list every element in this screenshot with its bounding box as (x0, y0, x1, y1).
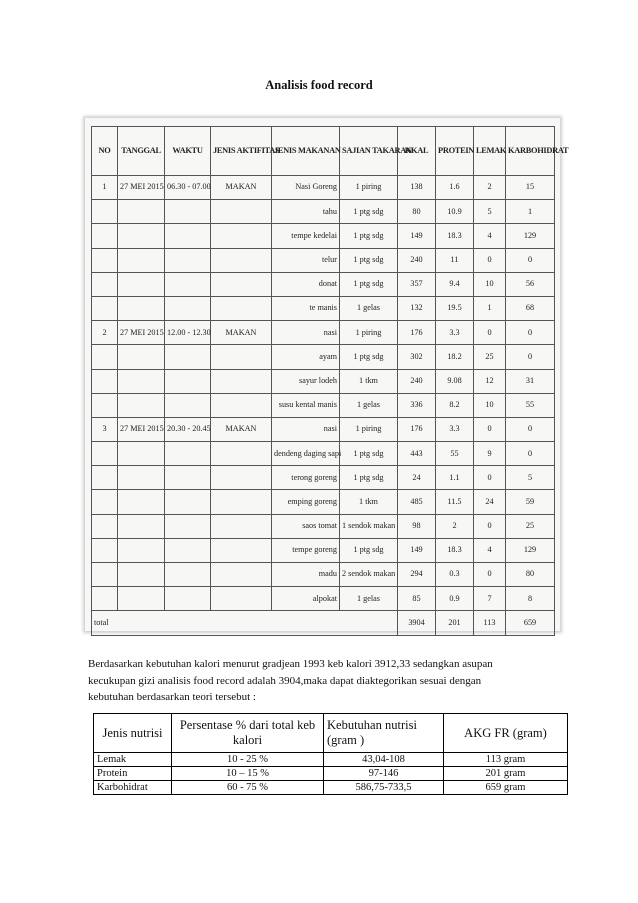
cell-karbohidrat: 1 (506, 200, 555, 224)
akg-header-kebutuhan: Kebutuhan nutrisi (gram ) (324, 714, 444, 753)
akg-cell-persentase: 60 - 75 % (172, 781, 324, 795)
cell-karbohidrat: 55 (506, 393, 555, 417)
header-waktu: WAKTU (165, 127, 211, 176)
cell-lemak: 10 (474, 272, 506, 296)
cell-tanggal (118, 514, 165, 538)
header-protein: PROTEIN (436, 127, 474, 176)
cell-protein: 18.3 (436, 538, 474, 562)
cell-karbohidrat: 8 (506, 587, 555, 611)
header-karbohidrat: KARBOHIDRAT (506, 127, 555, 176)
cell-jenis-makanan: tempe goreng (272, 538, 340, 562)
cell-kkal: 85 (398, 587, 436, 611)
cell-karbohidrat: 80 (506, 563, 555, 587)
akg-cell-nutrisi: Karbohidrat (94, 781, 172, 795)
cell-protein: 0.9 (436, 587, 474, 611)
cell-karbohidrat: 5 (506, 466, 555, 490)
cell-aktifitas (211, 490, 272, 514)
cell-sajian-takaran: 2 sendok makan (340, 563, 398, 587)
cell-jenis-makanan: emping goreng (272, 490, 340, 514)
cell-lemak: 4 (474, 224, 506, 248)
cell-tanggal (118, 272, 165, 296)
cell-waktu (165, 587, 211, 611)
cell-no (92, 296, 118, 320)
cell-aktifitas: MAKAN (211, 417, 272, 441)
page-title: Analisis food record (265, 78, 373, 92)
food-record-row (92, 369, 555, 393)
cell-no (92, 538, 118, 562)
cell-sajian-takaran: 1 ptg sdg (340, 200, 398, 224)
cell-waktu (165, 563, 211, 587)
food-record-row (92, 514, 555, 538)
cell-no (92, 466, 118, 490)
cell-jenis-makanan: ayam (272, 345, 340, 369)
cell-karbohidrat: 56 (506, 272, 555, 296)
cell-aktifitas (211, 272, 272, 296)
cell-waktu (165, 272, 211, 296)
cell-waktu (165, 248, 211, 272)
cell-aktifitas (211, 466, 272, 490)
cell-aktifitas (211, 514, 272, 538)
cell-lemak: 9 (474, 442, 506, 466)
cell-sajian-takaran: 1 gelas (340, 393, 398, 417)
cell-jenis-makanan: tahu (272, 200, 340, 224)
total-kkal: 3904 (398, 611, 436, 635)
cell-karbohidrat: 25 (506, 514, 555, 538)
cell-sajian-takaran: 1 ptg sdg (340, 248, 398, 272)
cell-tanggal (118, 563, 165, 587)
cell-aktifitas: MAKAN (211, 176, 272, 200)
cell-karbohidrat: 0 (506, 248, 555, 272)
cell-jenis-makanan: terong goreng (272, 466, 340, 490)
cell-no (92, 490, 118, 514)
cell-jenis-makanan: alpokat (272, 587, 340, 611)
cell-sajian-takaran: 1 ptg sdg (340, 345, 398, 369)
food-record-row (92, 176, 555, 200)
akg-cell-nutrisi: Protein (94, 767, 172, 781)
food-record-row (92, 393, 555, 417)
cell-kkal: 240 (398, 248, 436, 272)
food-record-header-row (92, 127, 555, 176)
cell-kkal: 149 (398, 224, 436, 248)
cell-protein: 9.4 (436, 272, 474, 296)
cell-karbohidrat: 0 (506, 442, 555, 466)
food-record-total-row (92, 611, 555, 635)
cell-aktifitas (211, 224, 272, 248)
cell-no (92, 442, 118, 466)
cell-kkal: 294 (398, 563, 436, 587)
total-lemak: 113 (474, 611, 506, 635)
total-karbohidrat: 659 (506, 611, 555, 635)
cell-waktu (165, 369, 211, 393)
header-jenis-makanan: JENIS MAKANAN (272, 127, 340, 176)
cell-kkal: 336 (398, 393, 436, 417)
cell-waktu (165, 514, 211, 538)
cell-waktu (165, 224, 211, 248)
akg-cell-nutrisi: Lemak (94, 753, 172, 767)
cell-waktu (165, 296, 211, 320)
cell-lemak: 7 (474, 587, 506, 611)
cell-waktu (165, 466, 211, 490)
cell-lemak: 5 (474, 200, 506, 224)
cell-jenis-makanan: Nasi Goreng (272, 176, 340, 200)
food-record-image (85, 118, 569, 631)
cell-sajian-takaran: 1 gelas (340, 296, 398, 320)
cell-kkal: 80 (398, 200, 436, 224)
header-lemak: LEMAK (474, 127, 506, 176)
cell-karbohidrat: 129 (506, 538, 555, 562)
cell-protein: 55 (436, 442, 474, 466)
cell-tanggal: 27 MEI 2015 (118, 417, 165, 441)
food-record-row (92, 563, 555, 587)
food-record-row (92, 224, 555, 248)
food-record-row (92, 200, 555, 224)
akg-cell-akg: 659 gram (444, 781, 568, 795)
akg-cell-persentase: 10 - 25 % (172, 753, 324, 767)
cell-no (92, 369, 118, 393)
cell-protein: 2 (436, 514, 474, 538)
cell-tanggal (118, 200, 165, 224)
paragraph-line: Berdasarkan kebutuhan kalori menurut gradjean 1993 keb kalori 3912,33 sedangkan asupan (88, 658, 493, 670)
cell-jenis-makanan: nasi (272, 321, 340, 345)
paragraph-line: kecukupan gizi analisis food record adalah 3904,maka dapat diaktegorikan sesuai dengan (88, 674, 482, 687)
cell-sajian-takaran: 1 ptg sdg (340, 466, 398, 490)
akg-cell-akg: 113 gram (444, 753, 568, 767)
cell-aktifitas (211, 442, 272, 466)
cell-no (92, 345, 118, 369)
cell-protein: 18.3 (436, 224, 474, 248)
cell-tanggal (118, 587, 165, 611)
cell-kkal: 240 (398, 369, 436, 393)
cell-jenis-makanan: sayur lodeh (272, 369, 340, 393)
food-record-row (92, 466, 555, 490)
cell-aktifitas (211, 587, 272, 611)
cell-jenis-makanan: telur (272, 248, 340, 272)
cell-sajian-takaran: 1 piring (340, 417, 398, 441)
cell-lemak: 4 (474, 538, 506, 562)
cell-jenis-makanan: tempe kedelai (272, 224, 340, 248)
akg-header-row (94, 714, 568, 753)
cell-sajian-takaran: 1 piring (340, 321, 398, 345)
cell-lemak: 2 (474, 176, 506, 200)
food-record-row (92, 296, 555, 320)
cell-lemak: 0 (474, 417, 506, 441)
cell-protein: 10.9 (436, 200, 474, 224)
header-tanggal: TANGGAL (118, 127, 165, 176)
cell-tanggal: 27 MEI 2015 (118, 321, 165, 345)
cell-aktifitas (211, 538, 272, 562)
cell-no (92, 272, 118, 296)
cell-waktu (165, 538, 211, 562)
cell-aktifitas (211, 393, 272, 417)
cell-no (92, 393, 118, 417)
cell-sajian-takaran: 1 piring (340, 176, 398, 200)
food-record-row (92, 442, 555, 466)
cell-protein: 0.3 (436, 563, 474, 587)
cell-aktifitas (211, 296, 272, 320)
cell-no (92, 224, 118, 248)
cell-lemak: 0 (474, 563, 506, 587)
cell-jenis-makanan: dendeng daging sapi (272, 442, 340, 466)
cell-sajian-takaran: 1 ptg sdg (340, 538, 398, 562)
cell-sajian-takaran: 1 sendok makan (340, 514, 398, 538)
food-record-table (91, 126, 569, 636)
cell-kkal: 176 (398, 417, 436, 441)
header-sajian-takaran: SAJIAN TAKARAN (340, 127, 398, 176)
cell-lemak: 1 (474, 296, 506, 320)
cell-jenis-makanan: madu (272, 563, 340, 587)
total-label: total (92, 611, 398, 635)
cell-kkal: 302 (398, 345, 436, 369)
cell-protein: 9.08 (436, 369, 474, 393)
cell-sajian-takaran: 1 tkm (340, 369, 398, 393)
cell-no (92, 563, 118, 587)
cell-tanggal: 27 MEI 2015 (118, 176, 165, 200)
cell-protein: 1.6 (436, 176, 474, 200)
akg-comparison-table (93, 713, 568, 795)
cell-kkal: 149 (398, 538, 436, 562)
cell-aktifitas (211, 248, 272, 272)
header-jenis-aktifitas: JENIS AKTIFITAS (211, 127, 272, 176)
cell-kkal: 138 (398, 176, 436, 200)
akg-cell-kebutuhan: 586,75-733,5 (324, 781, 444, 795)
cell-lemak: 12 (474, 369, 506, 393)
akg-row-protein (94, 767, 568, 781)
cell-jenis-makanan: saos tomat (272, 514, 340, 538)
cell-waktu (165, 490, 211, 514)
akg-cell-persentase: 10 – 15 % (172, 767, 324, 781)
cell-jenis-makanan: donat (272, 272, 340, 296)
food-record-row (92, 345, 555, 369)
cell-no: 2 (92, 321, 118, 345)
cell-aktifitas (211, 563, 272, 587)
cell-no (92, 200, 118, 224)
cell-waktu (165, 393, 211, 417)
cell-protein: 8.2 (436, 393, 474, 417)
cell-karbohidrat: 0 (506, 417, 555, 441)
cell-sajian-takaran: 1 tkm (340, 490, 398, 514)
cell-tanggal (118, 393, 165, 417)
cell-jenis-makanan: te manis (272, 296, 340, 320)
cell-tanggal (118, 490, 165, 514)
cell-lemak: 0 (474, 466, 506, 490)
akg-row-karbohidrat (94, 781, 568, 795)
food-record-row (92, 321, 555, 345)
cell-protein: 3.3 (436, 321, 474, 345)
header-no: NO (92, 127, 118, 176)
cell-protein: 11 (436, 248, 474, 272)
cell-jenis-makanan: nasi (272, 417, 340, 441)
total-protein: 201 (436, 611, 474, 635)
akg-header-persentase: Persentase % dari total keb kalori (172, 714, 324, 753)
cell-karbohidrat: 129 (506, 224, 555, 248)
cell-karbohidrat: 15 (506, 176, 555, 200)
cell-kkal: 357 (398, 272, 436, 296)
food-record-row (92, 417, 555, 441)
cell-sajian-takaran: 1 gelas (340, 587, 398, 611)
header-kkal: KKAL (398, 127, 436, 176)
cell-sajian-takaran: 1 ptg sdg (340, 442, 398, 466)
cell-kkal: 98 (398, 514, 436, 538)
cell-lemak: 25 (474, 345, 506, 369)
cell-no: 3 (92, 417, 118, 441)
akg-cell-kebutuhan: 43,04-108 (324, 753, 444, 767)
cell-tanggal (118, 466, 165, 490)
food-record-row (92, 248, 555, 272)
akg-header-akg-fr: AKG FR (gram) (444, 714, 568, 753)
cell-aktifitas (211, 200, 272, 224)
analysis-paragraph (88, 656, 558, 706)
cell-karbohidrat: 31 (506, 369, 555, 393)
food-record-row (92, 587, 555, 611)
cell-no (92, 248, 118, 272)
cell-protein: 18.2 (436, 345, 474, 369)
cell-tanggal (118, 442, 165, 466)
cell-waktu: 20.30 - 20.45 (165, 417, 211, 441)
cell-sajian-takaran: 1 ptg sdg (340, 272, 398, 296)
cell-tanggal (118, 248, 165, 272)
cell-lemak: 0 (474, 321, 506, 345)
cell-waktu (165, 442, 211, 466)
cell-no: 1 (92, 176, 118, 200)
cell-protein: 19.5 (436, 296, 474, 320)
cell-waktu: 12.00 - 12.30 (165, 321, 211, 345)
cell-lemak: 24 (474, 490, 506, 514)
cell-karbohidrat: 0 (506, 345, 555, 369)
cell-protein: 1.1 (436, 466, 474, 490)
cell-tanggal (118, 296, 165, 320)
cell-kkal: 132 (398, 296, 436, 320)
cell-aktifitas (211, 345, 272, 369)
cell-no (92, 587, 118, 611)
akg-cell-akg: 201 gram (444, 767, 568, 781)
food-record-row (92, 538, 555, 562)
cell-aktifitas (211, 369, 272, 393)
cell-kkal: 24 (398, 466, 436, 490)
cell-karbohidrat: 59 (506, 490, 555, 514)
cell-lemak: 0 (474, 514, 506, 538)
food-record-row (92, 490, 555, 514)
cell-kkal: 443 (398, 442, 436, 466)
akg-cell-kebutuhan: 97-146 (324, 767, 444, 781)
cell-waktu (165, 200, 211, 224)
cell-lemak: 10 (474, 393, 506, 417)
cell-tanggal (118, 345, 165, 369)
cell-karbohidrat: 68 (506, 296, 555, 320)
cell-jenis-makanan: susu kental manis (272, 393, 340, 417)
cell-kkal: 485 (398, 490, 436, 514)
cell-tanggal (118, 224, 165, 248)
food-record-row (92, 272, 555, 296)
cell-waktu (165, 345, 211, 369)
paragraph-line: kebutuhan berdasarkan teori tersebut : (88, 691, 256, 703)
cell-waktu: 06.30 - 07.00 (165, 176, 211, 200)
cell-kkal: 176 (398, 321, 436, 345)
cell-protein: 11.5 (436, 490, 474, 514)
cell-sajian-takaran: 1 ptg sdg (340, 224, 398, 248)
cell-protein: 3.3 (436, 417, 474, 441)
akg-header-jenis: Jenis nutrisi (94, 714, 172, 753)
cell-aktifitas: MAKAN (211, 321, 272, 345)
cell-tanggal (118, 538, 165, 562)
cell-karbohidrat: 0 (506, 321, 555, 345)
cell-no (92, 514, 118, 538)
cell-tanggal (118, 369, 165, 393)
cell-lemak: 0 (474, 248, 506, 272)
akg-row-lemak (94, 753, 568, 767)
